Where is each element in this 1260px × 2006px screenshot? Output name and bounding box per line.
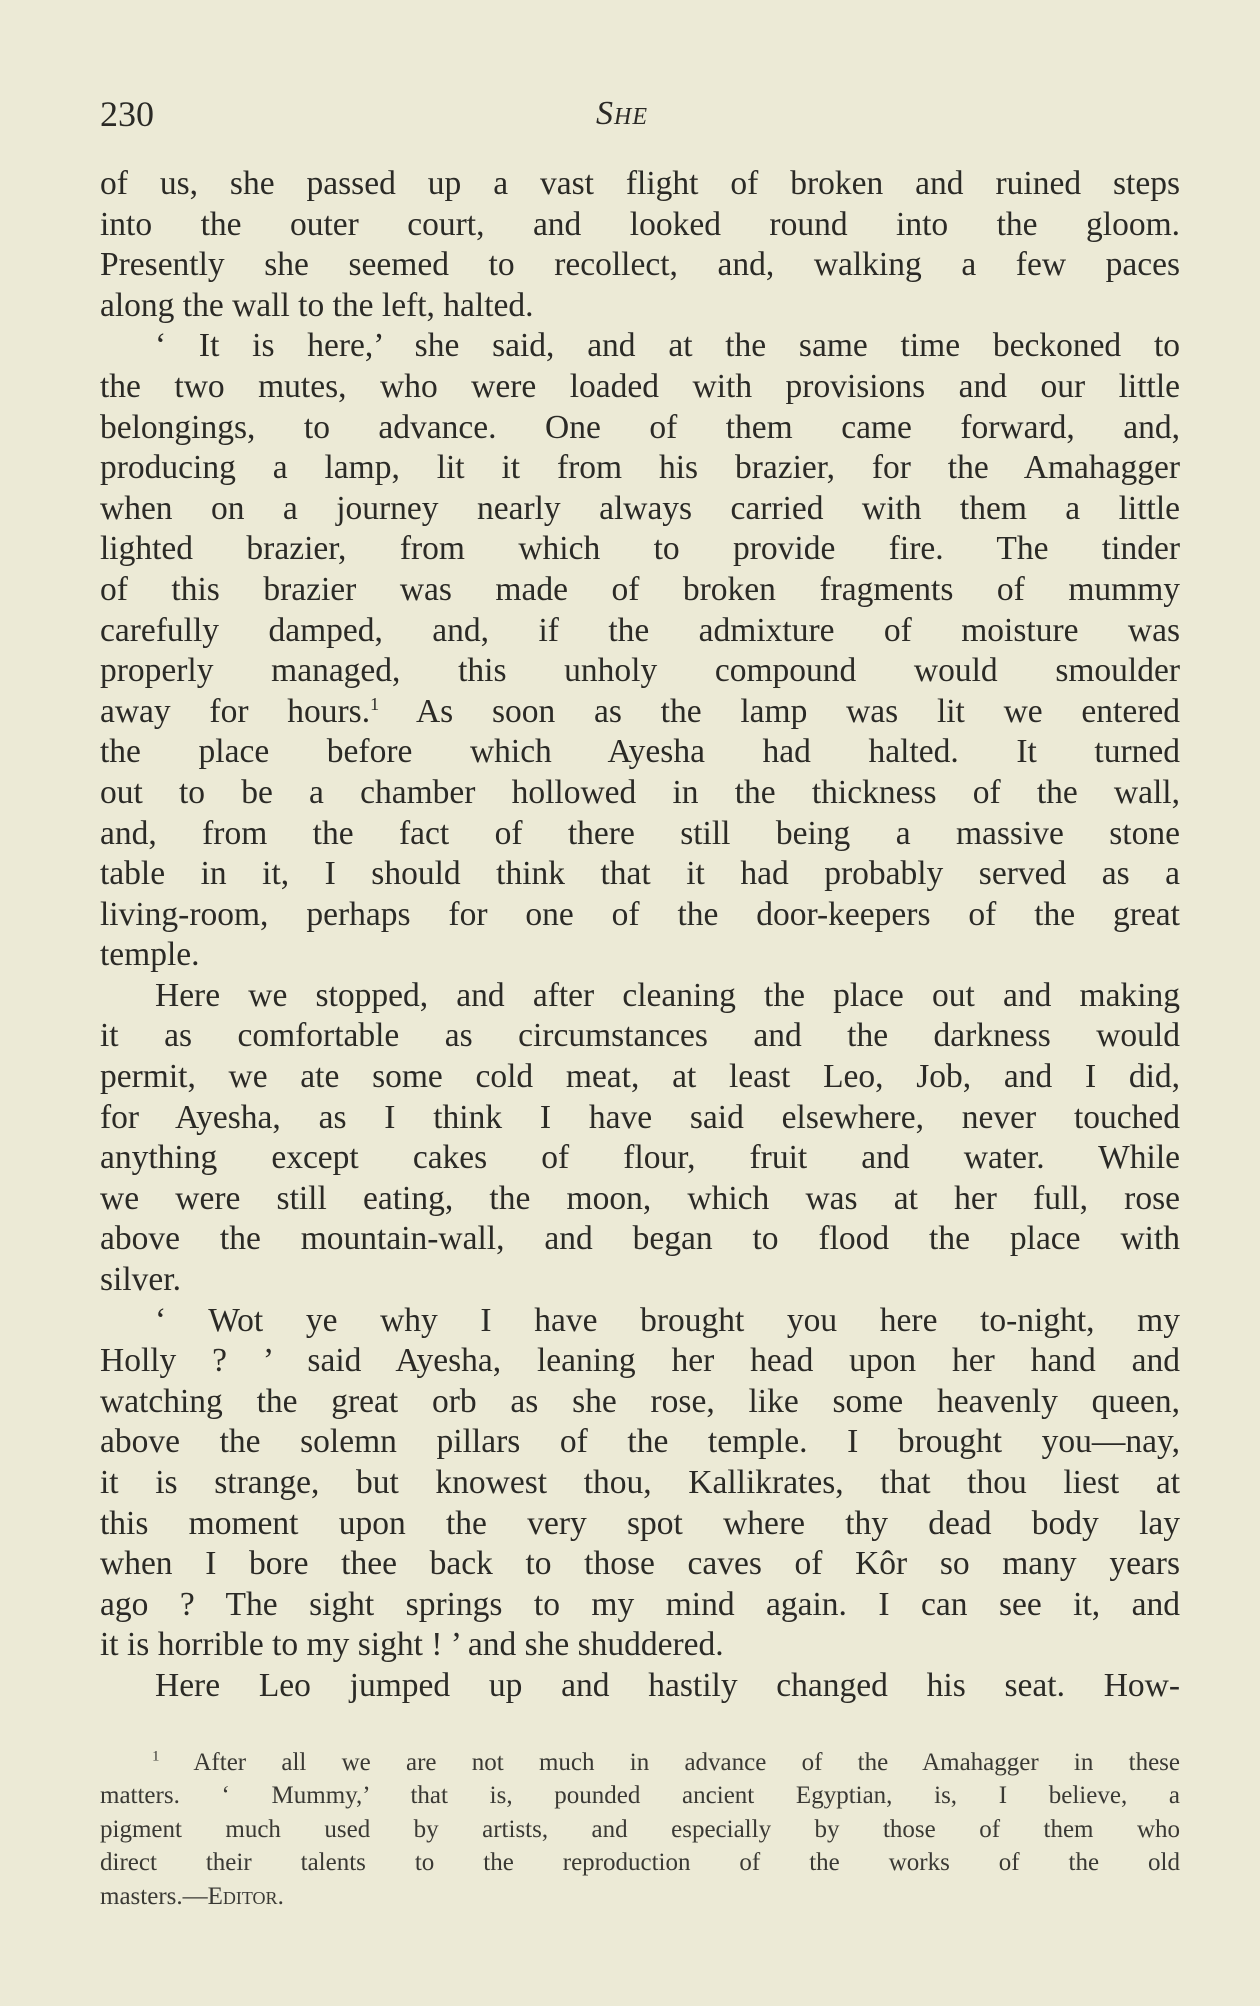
text-line: Here we stopped, and after cleaning the place out and making <box>155 976 1180 1014</box>
text-line: permit, we ate some cold meat, at least Leo, Job, and I did, <box>100 1058 1180 1096</box>
text-line: ‘ Wot ye why I have brought you here to-night, my <box>155 1301 1180 1339</box>
footnote-line: direct their talents to the reproduction of the works of the old <box>100 1849 1180 1877</box>
text-line: it as comfortable as circumstances and the darkness would <box>100 1017 1180 1055</box>
text-line: Here Leo jumped up and hastily changed his seat. How- <box>155 1666 1180 1704</box>
footnote-line: pigment much used by artists, and especially by those of them who <box>100 1815 1180 1843</box>
text-line: silver. <box>100 1261 181 1299</box>
text-line: watching the great orb as she rose, like some heavenly queen, <box>100 1382 1180 1420</box>
text-line: producing a lamp, lit it from his brazier, for the Amahagger <box>100 449 1180 487</box>
text-line: for Ayesha, as I think I have said elsewhere, never touched <box>100 1098 1180 1136</box>
text-line: and, from the fact of there still being a massive stone <box>100 814 1180 852</box>
text-line: Holly ? ’ said Ayesha, leaning her head upon her hand and <box>100 1342 1180 1380</box>
text-line: belongings, to advance. One of them came forward, and, <box>100 408 1180 446</box>
text-line: table in it, I should think that it had probably served as a <box>100 855 1180 893</box>
running-head <box>100 92 1180 142</box>
text-line: above the solemn pillars of the temple. I brought you—nay, <box>100 1423 1180 1461</box>
text-line: it is strange, but knowest thou, Kallikrates, that thou liest at <box>100 1464 1180 1501</box>
text-line: into the outer court, and looked round into the gloom. <box>100 205 1180 243</box>
text-line: Presently she seemed to recollect, and, walking a few paces <box>100 246 1180 284</box>
footnote-line: matters. ‘ Mummy,’ that is, pounded ancient Egyptian, is, I believe, a <box>100 1782 1180 1810</box>
text-fragment: As soon as the lamp was lit we entered <box>379 692 1181 730</box>
text-fragment: away for hours. <box>100 692 371 730</box>
text-line: of us, she passed up a vast flight of broken and ruined steps <box>100 165 1180 202</box>
footnote-reference: 1 <box>370 693 380 714</box>
footnote <box>100 1746 1180 1913</box>
text-line: when on a journey nearly always carried with them a little <box>100 489 1180 527</box>
text-line: anything except cakes of flour, fruit and water. While <box>100 1139 1180 1177</box>
text-line: ‘ It is here,’ she said, and at the same time beckoned to <box>155 327 1180 365</box>
text-fragment: masters.— <box>100 1882 208 1910</box>
text-line: when I bore thee back to those caves of Kôr so many years <box>100 1545 1180 1583</box>
text-line: it is horrible to my sight ! ’ and she shuddered. <box>100 1626 724 1664</box>
text-fragment: After all we are not much in advance of the Amahagger in these <box>159 1749 1180 1776</box>
text-line: living-room, perhaps for one of the door-keepers of the great <box>100 895 1180 933</box>
text-line: this moment upon the very spot where thy dead body lay <box>100 1504 1180 1542</box>
page-number: 230 <box>100 94 154 134</box>
footnote-mark: 1 <box>152 1748 160 1765</box>
text-line: of this brazier was made of broken fragments of mummy <box>100 570 1180 608</box>
text-line: temple. <box>100 936 200 974</box>
body-text <box>100 164 1180 1707</box>
text-line: carefully damped, and, if the admixture of moisture was <box>100 611 1180 649</box>
footnote-signature: Editor. <box>207 1882 284 1910</box>
text-line: lighted brazier, from which to provide fire. The tinder <box>100 530 1180 568</box>
text-line: out to be a chamber hollowed in the thickness of the wall, <box>100 773 1180 811</box>
running-title: She <box>596 95 648 132</box>
text-line: the place before which Ayesha had halted. It turned <box>100 733 1180 771</box>
text-line: above the mountain-wall, and began to flood the place with <box>100 1220 1180 1258</box>
text-line-with-footnote <box>100 692 1180 733</box>
text-line: along the wall to the left, halted. <box>100 286 534 324</box>
text-line: properly managed, this unholy compound would smoulder <box>100 652 1180 690</box>
footnote-line <box>100 1746 1180 1779</box>
text-line: we were still eating, the moon, which was at her full, rose <box>100 1179 1180 1217</box>
text-line: ago ? The sight springs to my mind again. I can see it, and <box>100 1585 1180 1623</box>
text-line: the two mutes, who were loaded with provisions and our little <box>100 367 1180 405</box>
footnote-line <box>100 1880 1180 1913</box>
